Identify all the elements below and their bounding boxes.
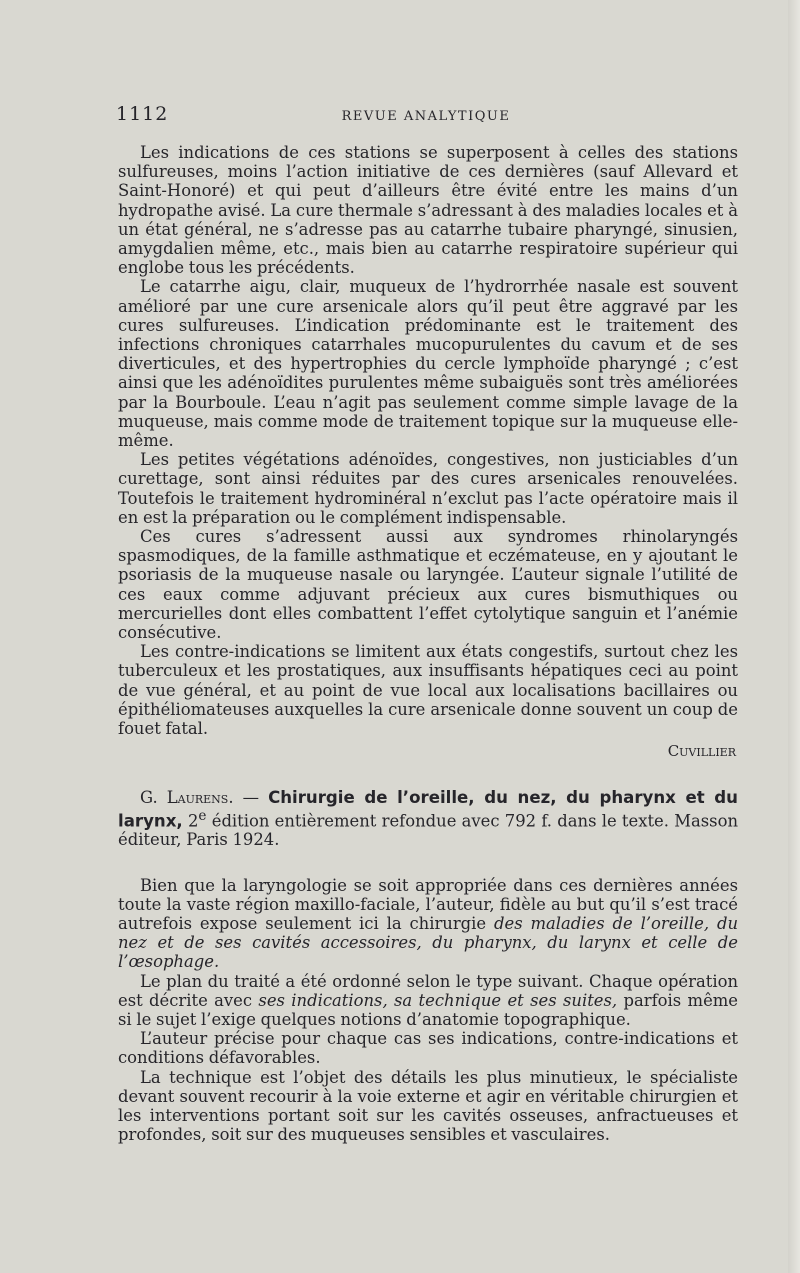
review-signature: Cuvillier xyxy=(667,742,736,761)
section-gap xyxy=(118,850,738,876)
paragraph-text: Le plan du traité a été ordonné selon le type suivant. Chaque opération est décrite avec xyxy=(118,971,738,1010)
paragraph: Les contre-indications se limitent aux états congestifs, surtout chez les tuberculeux et les prostatiques, aux insuffisants hépatiques ceci au point de vue général, et au point de vue local aux localisations bacillaires ou épithéliomateuses auxquelles la cure arsenicale donne souvent un coup de fouet fatal. xyxy=(118,642,738,739)
page-header xyxy=(116,103,736,129)
paragraph-text: parfois même si le sujet l’exige quelques notions d’anatomie topographique. xyxy=(118,990,739,1029)
paragraph-emphasis: ses indications, sa technique et ses suites, xyxy=(258,990,618,1010)
paragraph: La technique est l’objet des détails les plus minutieux, le spécialiste devant souvent recourir à la voie externe et agir en véritable chirurgien et les interventions portant soit sur les cavités osseuses, anfractueuses et profondes, soit sur des muqueuses sensibles et vasculaires. xyxy=(118,1067,738,1145)
paragraph: L’auteur précise pour chaque cas ses indications, contre-indications et conditions défavorables. xyxy=(118,1029,738,1068)
paragraph xyxy=(118,876,738,972)
paragraph-emphasis: des maladies de l’oreille, du nez et de ses cavités accessoires, du pharynx, du larynx et celle de l’œsophage. xyxy=(118,913,738,972)
paragraph: Les indications de ces stations se superposent à celles des stations sulfureuses, moins l’action initiative de ces dernières (sauf Allevard et Saint-Honoré) et qui peut d’ailleurs être évité entre les mains d’un hydropathe avisé. La cure thermale s’adressant à des maladies locales et à un état général, ne s’adresse pas au catarrhe tubaire pharyngé, sinusien, amygdalien même, etc., mais bien au catarrhe respiratoire supérieur qui englobe tous les précédents. xyxy=(118,143,738,278)
running-head: REVUE ANALYTIQUE xyxy=(341,109,511,124)
paragraph: Le catarrhe aigu, clair, muqueux de l’hydrorrhée nasale est souvent amélioré par une cure arsenicale alors qu’il peut être aggravé par les cures sulfureuses. L’indication prédominante est le traitement des infections chroniques catarrhales mucopurulentes du cavum et de ses diverticules, et des hypertrophies du cercle lymphoïde pharyngé ; c’est ainsi que les adénoïdites purulentes même subaiguës sont très améliorées par la Bourboule. L’eau n’agit pas seulement comme simple lavage de la muqueuse, mais comme mode de traitement topique sur la muqueuse elle-même. xyxy=(118,277,738,451)
article-body xyxy=(118,143,738,1144)
citation-dash: — xyxy=(233,787,269,807)
page-number: 1112 xyxy=(116,103,169,125)
paragraph: Les petites végétations adénoïdes, congestives, non justiciables d’un curettage, sont ainsi réduites par des cures arsenicales renouvelées. Toutefois le traitement hydrominéral n’exclut pas l’acte opératoire mais il en est la préparation ou le complément indispensable. xyxy=(118,450,738,527)
book-title: Chirurgie de l’oreille, du nez, du pharynx et du larynx, xyxy=(118,787,738,831)
book-citation xyxy=(118,788,738,850)
paragraph xyxy=(118,972,738,1030)
edition-details: édition entièrement refondue avec 792 f. dans le texte. Masson éditeur, Paris 1924. xyxy=(118,811,738,850)
paragraph: Ces cures s’adressent aussi aux syndromes rhinolaryngés spasmodiques, de la famille asthmatique et eczémateuse, en y ajoutant le psoriasis de la muqueuse nasale ou laryngée. L’auteur signale l’utilité de ces eaux comme adjuvant précieux aux cures bismuthiques ou mercurielles dont elles combattent l’effet cytolytique sanguin et l’anémie consécutive. xyxy=(118,527,738,643)
book-author: G. Laurens. xyxy=(140,787,234,807)
section-gap xyxy=(118,762,738,788)
edition-number: 2 xyxy=(182,811,199,831)
edition-superscript: e xyxy=(198,807,207,824)
page-edge xyxy=(788,0,800,1273)
paragraph-text: Bien que la laryngologie se soit appropriée dans ces dernières années toute la vaste région maxillo-faciale, l’auteur, fidèle au but qu’il s’est tracé autrefois expose seulement ici la chirurgie xyxy=(118,875,738,933)
